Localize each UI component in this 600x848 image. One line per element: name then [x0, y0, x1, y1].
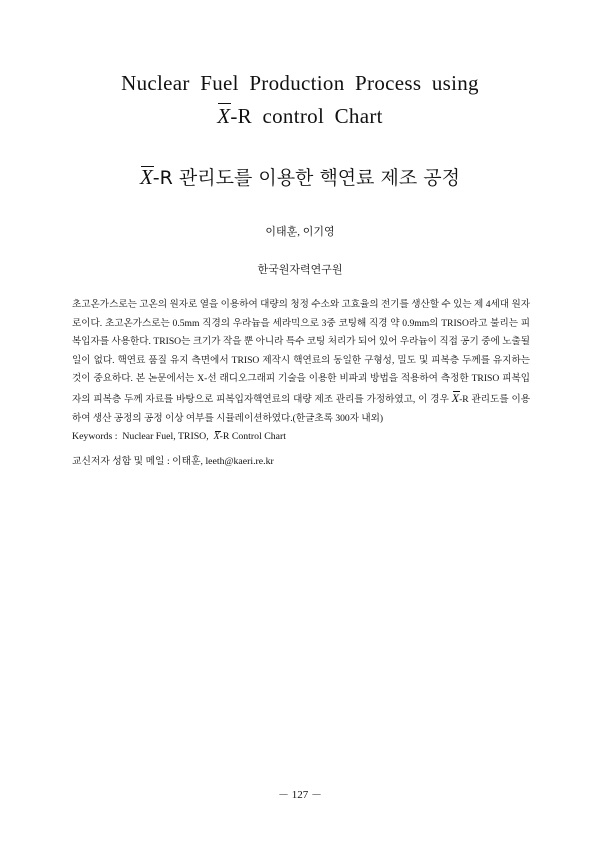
keywords-value: Nuclear Fuel, TRISO, X-R Control Chart	[122, 431, 287, 442]
keywords	[72, 430, 530, 444]
x-bar-symbol: X	[452, 389, 459, 408]
title-english-line2	[0, 101, 600, 131]
abstract-text-end: -R 관리도를 이용하여 생산 공정의 공정 이상 여부를 시뮬레이션하였다.(한글초록 300자 내외)	[72, 393, 530, 424]
corresponding-author	[72, 455, 530, 469]
title-korean	[0, 163, 600, 192]
contact-value: 이태훈, leeth@kaeri.re.kr	[172, 456, 274, 467]
authors: 이태훈, 이기영	[265, 226, 335, 238]
keywords-label: Keywords :	[72, 431, 118, 442]
affiliation: 한국원자력연구원	[257, 264, 343, 276]
title-korean-text: -R 관리도를 이용한 핵연료 제조 공정	[152, 167, 461, 189]
x-bar-symbol: X	[139, 165, 153, 189]
abstract-text: 초고온가스로는 고온의 원자로 열을 이용하여 대량의 청정 수소와 고효율의 전기를 생산할 수 있는 제 4세대 원자로이다. 초고온가스로는 0.5mm 직경의 우라늄을 세라믹으로 3중 코팅해 직경 약 0.9mm의 TRISO라고 불리는 피복입자를 사용한다. TRISO는 크기가 작을 뿐 아니라 특수 코팅 처리가 되어 있어 우라늄이 직접 공기 중에 노출될 일이 없다. 핵연료 품질 유지 측면에서 TRISO 제작시 핵연료의 동일한 구형성, 밀도 및 피복층 두께를 유지하는 것이 중요하다. 본 논문에서는 X-선 래디오그래피 기술을 이용한 비파괴 방법을 적용하여 측정한 TRISO 피복입자의 피복층 두께 자료를 바탕으로 피복입자핵연료의 대량 제조 관리를 가정하였고, 이 경우	[72, 299, 530, 405]
abstract	[72, 296, 530, 428]
x-bar-symbol: X	[213, 431, 220, 442]
page-number: － 127 －	[278, 789, 322, 801]
contact-label: 교신저자 성함 및 메일 :	[72, 456, 170, 467]
title-english-line2-text: -R control Chart	[230, 104, 383, 128]
x-bar-symbol: X	[217, 101, 230, 131]
title-english-line1: Nuclear Fuel Production Process using	[121, 71, 479, 95]
